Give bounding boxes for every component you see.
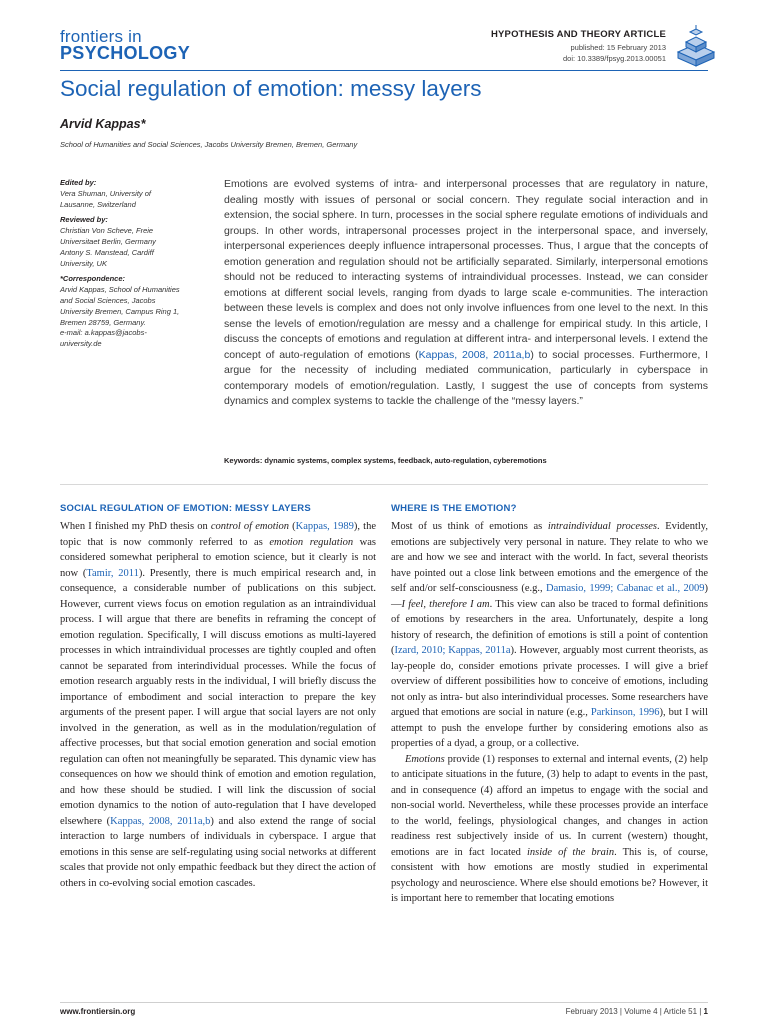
text-run-italic: intraindividual processes [547, 521, 657, 532]
text-run-italic: emotion regulation [269, 536, 354, 548]
reviewed-by-label: Reviewed by: [60, 215, 108, 225]
reviewer-line: Universitaet Berlin, Germany [60, 236, 156, 246]
correspondence-line: and Social Sciences, Jacobs [60, 295, 156, 305]
paragraph [60, 519, 376, 891]
text-run: ), the topic that is now commonly referred to as [60, 521, 377, 548]
citation[interactable]: Kappas, 1989 [295, 521, 354, 532]
citation[interactable]: Kappas, 2008, 2011a,b [110, 815, 211, 827]
citation[interactable]: Tamir, 2011 [86, 567, 139, 579]
section-heading: WHERE IS THE EMOTION? [391, 503, 517, 514]
text-run-italic: I feel, therefore I am [401, 598, 490, 610]
text-run-italic: control of emotion [210, 521, 290, 532]
reviewer-line: University, UK [60, 258, 107, 268]
editorial-sidebar [60, 178, 210, 350]
article-type: HYPOTHESIS AND THEORY ARTICLE [490, 29, 666, 40]
editor-line: Vera Shuman, University of [60, 188, 152, 198]
published-date: published: 15 February 2013 [570, 43, 666, 52]
correspondence-email-cont[interactable]: university.de [60, 339, 102, 349]
text-run-italic: inside of the brain [527, 846, 615, 858]
reviewer-line: Antony S. Manstead, Cardiff [60, 247, 154, 257]
footer-issue-text: February 2013 | Volume 4 | Article 51 | [565, 1007, 702, 1016]
citation[interactable]: Izard, 2010; Kappas, 2011a [394, 645, 511, 656]
text-run: ( [289, 521, 296, 532]
header-rule [60, 70, 708, 71]
correspondence-line: Arvid Kappas, School of Humanities [60, 285, 180, 295]
journal-logo-top: frontiers in [60, 27, 142, 46]
editor-line: Lausanne, Switzerland [60, 199, 136, 209]
abstract-text: ) to social processes. Furthermore, I argue for the necessity of including mediated communication, particularly in cyberspace in contemporary models of emotion/regulation. Lastly, I suggest the use of concepts from systems dynamics and complex systems to tackle the challenge of the “messy layers.” [224, 348, 709, 407]
keywords-rule [60, 484, 708, 485]
text-run: . This is, of course, consistent with how emotions are mostly studied in experimental psychology and neuroscience. Where else should emotions be? However, it is important here to remember that locating emotions [391, 846, 708, 904]
footer-rule [60, 1002, 708, 1003]
text-run: provide (1) responses to external and internal events, (2) help to anticipate situations in the future, (3) help to adapt to events in the past, and in consequence (4) afford an impetus to engage with the social and non-social world. Nevertheless, while these processes provide an interface to the world, feelings, physiological changes, and changes in action readiness rest subjectively inside of us. In current (western) thought, emotions are in fact located [391, 753, 708, 858]
correspondence-line: Bremen 28759, Germany. [60, 317, 146, 327]
doi: doi: 10.3389/fpsyg.2013.00051 [562, 54, 666, 63]
text-run: . This view can also be traced to formal definitions of emotions by researchers in the area. Unfortunately, despite a long history of research, the definition of emotions is still a point of contention ( [391, 598, 708, 656]
citation[interactable]: Parkinson, 1996 [590, 707, 660, 718]
footer-url[interactable]: www.frontiersin.org [60, 1007, 136, 1016]
body-column-left [60, 519, 376, 891]
text-run: )— [391, 583, 708, 610]
text-run: ). However, arguably most current theorists, as lay-people do, consider emotions private processes. I will give a brief overview of different possibilities how to conceive of emotions, including not only as intra- but also interindividual processes. Some researchers have argued that emotions are social in nature (e.g., [391, 645, 708, 718]
correspondence-line: University Bremen, Campus Ring 1, [60, 306, 180, 316]
text-run: . Evidently, emotions are subjectively very personal in nature. They relate to who we are and how we see and interact with the world. In fact, several theorists have pointed out a close link between emotions and the emergence of the self and/or self-consciousness (e.g., [391, 521, 708, 594]
affiliation: School of Humanities and Social Sciences, Jacobs University Bremen, Bremen, Germany [60, 140, 358, 149]
text-run-italic: Emotions [405, 753, 445, 765]
text-run: Most of us think of emotions as [391, 521, 548, 532]
paragraph [391, 752, 708, 907]
article-title: Social regulation of emotion: messy layers [60, 76, 482, 101]
body-column-right [391, 519, 708, 907]
footer-issue [566, 1007, 708, 1016]
abstract-citation[interactable]: Kappas, 2008, 2011a,b [418, 348, 531, 361]
page-number: 1 [703, 1007, 708, 1016]
edited-by-label: Edited by: [60, 178, 97, 187]
correspondence-label: *Correspondence: [60, 274, 126, 284]
text-run: When I finished my PhD thesis on [60, 521, 211, 532]
text-run: ), but I will attempt to push the envelope further by considering emotions also as properties of a dyad, a group, or a collective. [391, 707, 708, 749]
paragraph [391, 519, 708, 752]
section-heading: SOCIAL REGULATION OF EMOTION: MESSY LAYERS [60, 503, 311, 514]
abstract [224, 177, 708, 410]
building-blocks-icon [672, 22, 720, 68]
text-run: ) and also extend the range of social interaction to large numbers of individuals in cyberspace. I argue that emotions in this sense are self-regulating using social networks at different scales that provide not only empathic feedback but they direct the action of others in co-evolving social emotion cascades. [60, 815, 376, 889]
reviewer-line: Christian Von Scheve, Freie [60, 226, 154, 236]
text-run: was considered somewhat peripheral to emotion science, but it clearly is not now ( [60, 536, 376, 579]
keywords: Keywords: dynamic systems, complex systems, feedback, auto-regulation, cyberemotions [224, 456, 547, 465]
text-run: ). Presently, there is much empirical research and, in consequence, a considerable number of publications on this subject. However, current views focus on emotion regulation as an intraindividual process. I will argue that there are benefits in reframing the concept of emotion regulation. Specifically, I will discuss emotions as multi-layered processes in which intraindividual processes are tightly coupled and often cannot be separated from interindividual processes. While the focus of emotion research arguably rests in the individual, I will briefly discuss the importance of embodiment and social interaction to prepare the key arguments of the present paper. I will argue that social layers are not only involved in the generation, as well as in the modulation/regulation of affective processes, but that social emotion generation and social emotion regulation can often not meaningfully be separated. This dynamic view has consequences on how we should think of emotion and emotion regulation, and how these should be studied. I will link the discussion of social emotion dynamics to the notion of auto-regulation that I have developed elsewhere ( [60, 567, 376, 827]
author: Arvid Kappas* [60, 117, 146, 131]
abstract-text: Emotions are evolved systems of intra- and interpersonal processes that are regulatory in nature, dealing mostly with issues of personal or social concern. They regulate social interaction and in extension, the social sphere. In turn, processes in the social sphere regulate emotions of individuals and groups. In other words, intrapersonal processes project in the interpersonal space, and inversely, interpersonal experiences deeply influence intrapersonal processes. Thus, I argue that the concepts of emotion generation and regulation should not be artificially separated. Similarly, interpersonal emotions should not be reduced to interacting systems of intraindividual processes. Instead, we can consider emotions at different social levels, ranging from dyads to large scale e-communities. The interaction between these levels is complex and does not only involve influences from one level to the next. In this sense the levels of emotion/regulation are messy and a challenge for empirical study. In this article, I discuss the concepts of emotions and regulation at different intra- and interpersonal levels. I extend the concept of auto-regulation of emotions ( [224, 178, 708, 361]
citation[interactable]: Damasio, 1999; Cabanac et al., 2009 [546, 583, 705, 594]
journal-logo-bottom: PSYCHOLOGY [60, 43, 191, 63]
correspondence-email[interactable]: e-mail: a.kappas@jacobs- [60, 328, 147, 338]
